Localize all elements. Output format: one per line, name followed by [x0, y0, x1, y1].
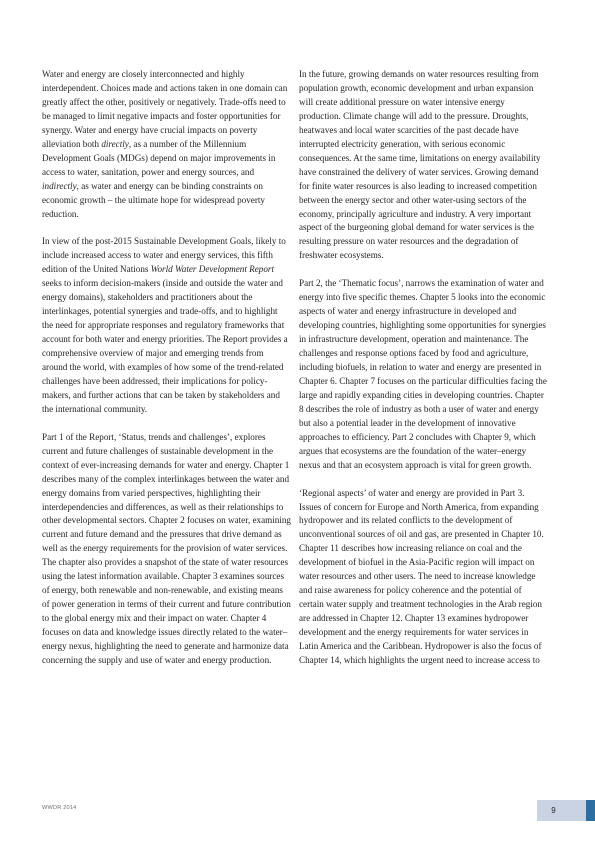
italic-text: directly — [101, 138, 129, 149]
paragraph — [42, 68, 291, 221]
page-number: 9 — [551, 806, 556, 815]
right-column — [299, 68, 548, 682]
paragraph — [299, 277, 548, 472]
paragraph — [299, 487, 548, 668]
paragraph — [42, 431, 291, 668]
text-run: , as water and energy can be binding constraints on economic growth – the ultimate hope for widespread poverty reduction. — [42, 180, 265, 219]
text-run: , as a number of the Millennium Development Goals (MDGs) depend on major improvements in access to water, sanitation, power and energy sources, and — [42, 138, 276, 177]
left-column — [42, 68, 291, 682]
text-run: Part 1 of the Report, ‘Status, trends and challenges’, explores current and future challenges of sustainable development in the context of ever-increasing demands for water and energy. Chapter 1 describes many of the complex interlinkages between the water and energy domains from varied perspectives, highlighting their interdependencies and differences, as well as their relationships to other developmental sectors. Chapter 2 focuses on water, examining current and future demand and the pressures that drive demand as well as the energy requirements for the provision of water services. The chapter also provides a snapshot of the state of water resources using the latest information available. Chapter 3 examines sources of energy, both renewable and non-renewable, and existing means of power generation in terms of their current and future contribution to the global energy mix and their impact on water. Chapter 4 focuses on data and knowledge issues directly related to the water–energy nexus, highlighting the need to generate and harmonize data concerning the supply and use of water and energy production. — [42, 431, 291, 665]
footer-report-label: WWDR 2014 — [42, 805, 77, 811]
paragraph — [299, 68, 548, 263]
text-run: seeks to inform decision-makers (inside and outside the water and energy domains), stakeholders and practitioners about the interlinkages, potential synergies and trade-offs, and to highlight the need for appropriate responses and regulatory frameworks that account for both water and energy priorities. The Report provides a comprehensive overview of major and emerging trends from around the world, with examples of how some of the trend-related challenges have been addressed, their implications for policy-makers, and further actions that can be taken by stakeholders and the international community. — [42, 278, 288, 414]
paragraph — [42, 235, 291, 416]
text-run: In view of the post-2015 Sustainable Development Goals, likely to include increased access to water and energy services, this fifth edition of the United Nations — [42, 236, 286, 275]
italic-text: indirectly — [42, 180, 77, 191]
text-run: Part 2, the ‘Thematic focus’, narrows the examination of water and energy into five specific themes. Chapter 5 looks into the economic aspects of water and energy infrastructure in developed and developing countries, highlighting some opportunities for synergies in infrastructure development, operation and maintenance. The challenges and response options faced by food and agriculture, including biofuels, in relation to water and energy are presented in Chapter 6. Chapter 7 focuses on the particular difficulties facing the large and rapidly expanding cities in developing countries. Chapter 8 describes the role of industry as both a user of water and energy but also a potential leader in the development of innovative approaches to efficiency. Part 2 concludes with Chapter 9, which argues that ecosystems are the foundation of the water–energy nexus and that an ecosystem approach is vital for green growth. — [299, 278, 547, 470]
text-run: In the future, growing demands on water resources resulting from population growth, economic development and urban expansion will create additional pressure on water intensive energy production. Climate change will add to the pressure. Droughts, heatwaves and local water scarcities of the past decade have interrupted electricity generation, with serious economic consequences. At the same time, limitations on energy availability have constrained the delivery of water services. Growing demand for finite water resources is also leading to increased competition between the energy sector and other water-using sectors of the economy, principally agriculture and industry. A very important aspect of the burgeoning global demand for water services is the resulting pressure on water resources and the degradation of freshwater ecosystems. — [299, 69, 541, 261]
text-run: ‘Regional aspects’ of water and energy are provided in Part 3. Issues of concern for Europe and North America, from expanding hydropower and its related conflicts to the development of unconventional sources of oil and gas, are presented in Chapter 10. Chapter 11 describes how increasing reliance on coal and the development of biofuel in the Asia-Pacific region will impact on water resources and other users. The need to increase knowledge and raise awareness for policy coherence and the potential of certain water supply and treatment technologies in the Arab region are addressed in Chapter 12. Chapter 13 examines hydropower development and the energy requirements for water services in Latin America and the Caribbean. Hydropower is also the focus of Chapter 14, which highlights the urgent need to increase access to — [299, 487, 544, 665]
edge-accent-bar — [586, 800, 595, 821]
text-run: Water and energy are closely interconnected and highly interdependent. Choices made and actions taken in one domain can greatly affect the other, positively or negatively. Trade-offs need to be managed to limit negative impacts and foster opportunities for synergy. Water and energy have crucial impacts on poverty alleviation both — [42, 69, 288, 149]
page-number-box — [537, 800, 586, 821]
italic-text: World Water Development Report — [150, 264, 274, 275]
